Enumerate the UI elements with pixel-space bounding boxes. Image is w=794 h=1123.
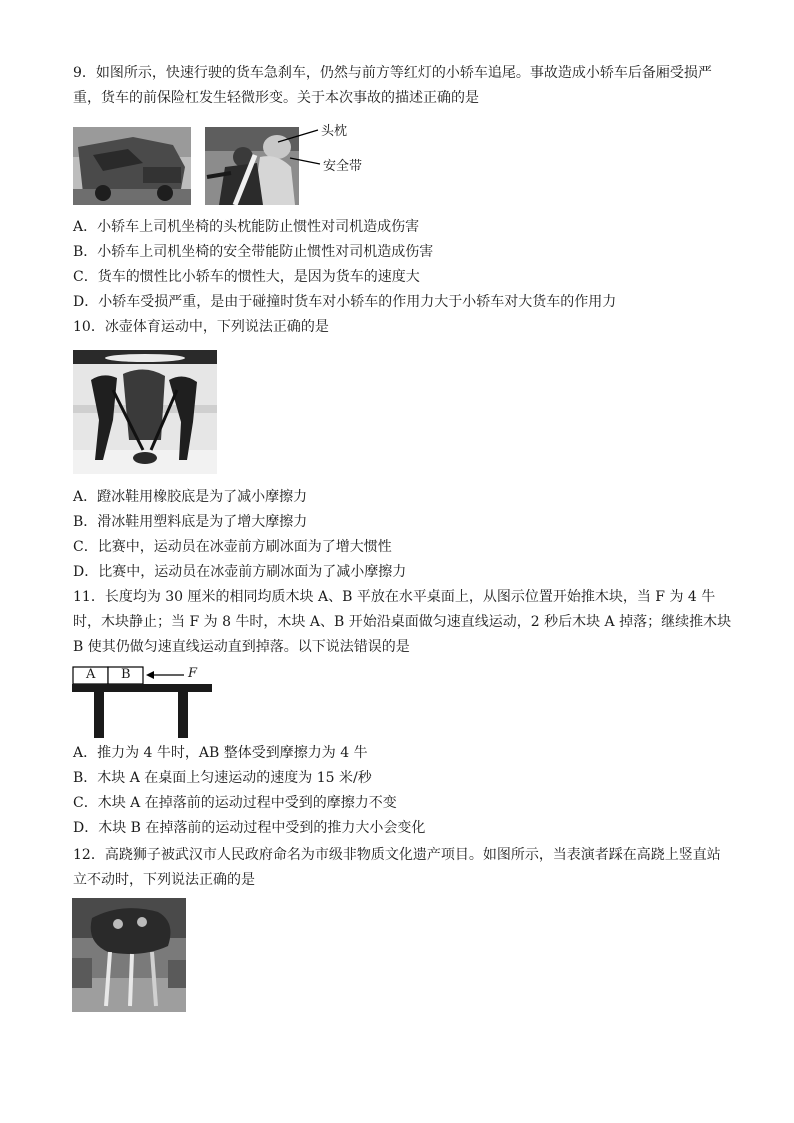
q9-stem-line1: 9．如图所示，快速行驶的货车急刹车，仍然与前方等红灯的小轿车追尾。事故造成小轿车后备厢受损严 <box>73 65 712 81</box>
q10-option-a: A．蹬冰鞋用橡胶底是为了减小摩擦力 <box>73 489 308 505</box>
q10-stem: 10．冰壶体育运动中，下列说法正确的是 <box>73 319 329 335</box>
q10-option-b: B．滑冰鞋用塑料底是为了增大摩擦力 <box>73 514 308 530</box>
q11-option-b: B．木块 A 在桌面上匀速运动的速度为 15 米/秒 <box>73 770 372 786</box>
q11-option-a: A．推力为 4 牛时，AB 整体受到摩擦力为 4 牛 <box>73 745 368 761</box>
block-a-label: A <box>86 667 96 682</box>
q11-option-c: C．木块 A 在掉落前的运动过程中受到的摩擦力不变 <box>73 795 397 811</box>
seatbelt-label: 安全带 <box>323 159 363 174</box>
stilt-lion-photo <box>72 898 186 1012</box>
headrest-label: 头枕 <box>321 124 348 139</box>
q9-option-b: B．小轿车上司机坐椅的安全带能防止惯性对司机造成伤害 <box>73 244 434 260</box>
q10-option-d: D．比赛中，运动员在冰壶前方刷冰面为了减小摩擦力 <box>73 564 407 580</box>
q11-stem-line3: B 使其仍做匀速直线运动直到掉落。以下说法错误的是 <box>73 639 410 655</box>
q12-stem-line2: 立不动时，下列说法正确的是 <box>73 872 255 888</box>
curling-photo <box>73 350 217 474</box>
q12-stem-line1: 12．高跷狮子被武汉市人民政府命名为市级非物质文化遗产项目。如图所示，当表演者踩在高跷上竖直站 <box>73 847 721 863</box>
q11-stem-line1: 11．长度均为 30 厘米的相同均质木块 A、B 平放在水平桌面上，从图示位置开始推木块，当 F 为 4 牛 <box>73 589 716 605</box>
q9-option-a: A．小轿车上司机坐椅的头枕能防止惯性对司机造成伤害 <box>73 219 420 235</box>
q9-option-c: C．货车的惯性比小轿车的惯性大，是因为货车的速度大 <box>73 269 420 285</box>
block-b-label: B <box>121 667 131 682</box>
force-f-label: F <box>188 666 198 681</box>
q11-option-d: D．木块 B 在掉落前的运动过程中受到的推力大小会变化 <box>73 820 426 836</box>
q11-stem-line2: 时，木块静止；当 F 为 8 牛时，木块 A、B 开始沿桌面做匀速直线运动，2 秒后木块 A 掉落；继续推木块 <box>73 614 732 630</box>
blocks-table-diagram <box>72 664 217 740</box>
q9-option-d: D．小轿车受损严重，是由于碰撞时货车对小轿车的作用力大于小轿车对大货车的作用力 <box>73 294 617 310</box>
q9-stem-line2: 重，货车的前保险杠发生轻微形变。关于本次事故的描述正确的是 <box>73 90 479 106</box>
truck-collision-photo <box>73 127 191 205</box>
q10-option-c: C．比赛中，运动员在冰壶前方刷冰面为了增大惯性 <box>73 539 392 555</box>
